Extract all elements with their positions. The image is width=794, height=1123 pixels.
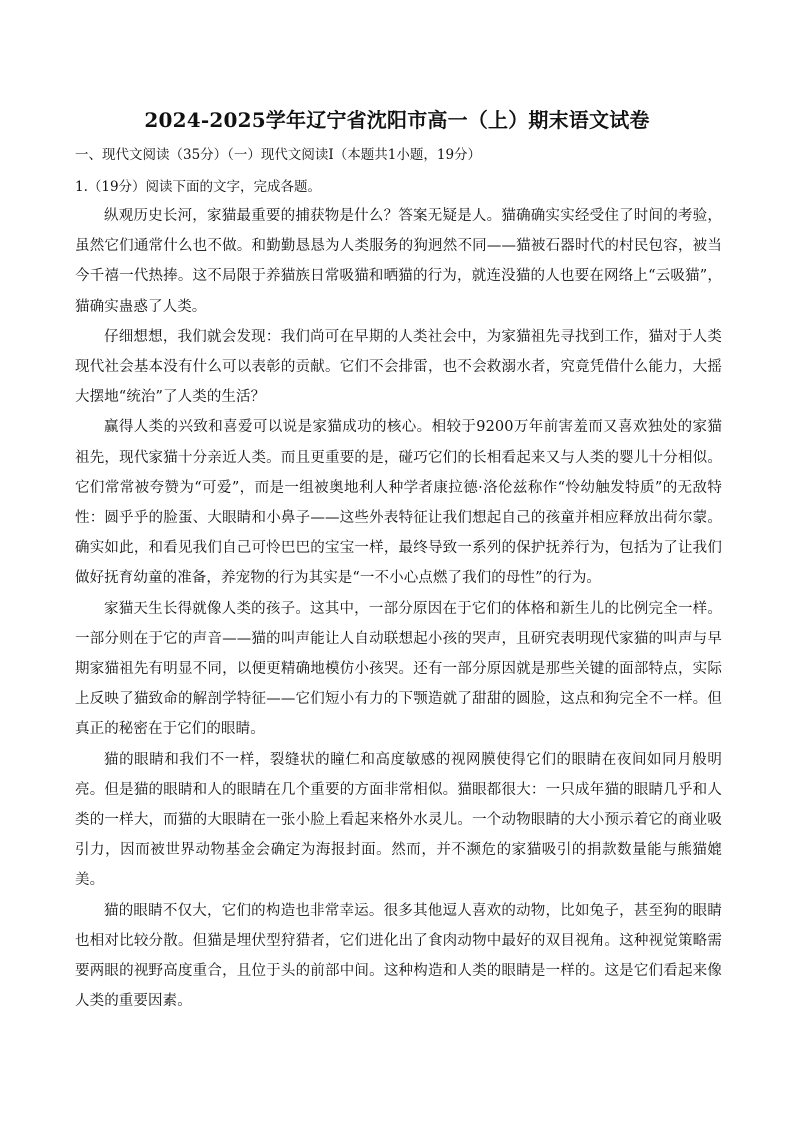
passage-paragraph: 家猫天生长得就像人类的孩子。这其中，一部分原因在于它们的体格和新生儿的比例完全一样。一部分则在于它的声音——猫的叫声能让人自动联想起小孩的哭声，且研究表明现代家猫的叫声与早期家猫祖先有明显不同，以便更精确地模仿小孩哭。还有一部分原因就是那些关键的面部特点，实际上反映了猫致命的解剖学特征——它们短小有力的下颚造就了甜甜的圆脸，这点和狗完全不一样。但真正的秘密在于它们的眼睛。 xyxy=(75,600,722,738)
passage-paragraph: 纵观历史长河，家猫最重要的捕获物是什么？答案无疑是人。猫确确实实经受住了时间的考验，虽然它们通常什么也不做。和勤勤恳恳为人类服务的狗迥然不同——猫被石器时代的村民包容，被当今千禧一代热捧。这不局限于养猫族日常吸猫和晒猫的行为，就连没猫的人也要在网络上“云吸猫”，猫确实蛊惑了人类。 xyxy=(75,208,722,315)
question-header: 1.（19分）阅读下面的文字，完成各题。 xyxy=(75,179,322,195)
passage-paragraph: 仔细想想，我们就会发现：我们尚可在早期的人类社会中，为家猫祖先寻找到工作，猫对于人类现代社会基本没有什么可以表彰的贡献。它们不会排雷，也不会救溺水者，究竟凭借什么能力，大摇大摆地“统治”了人类的生活？ xyxy=(75,328,722,406)
passage-paragraph: 赢得人类的兴致和喜爱可以说是家猫成功的核心。相较于9200万年前害羞而又喜欢独处的家猫祖先，现代家猫十分亲近人类。而且更重要的是，碰巧它们的长相看起来又与人类的婴儿十分相似。它们常常被夸赞为“可爱”，而是一组被奥地利人种学者康拉德·洛伦兹称作“怜幼触发特质”的无敌特性：圆乎乎的脸蛋、大眼睛和小鼻子——这些外表特征让我们想起自己的孩童并相应释放出荷尔蒙。确实如此，和看见我们自己可怜巴巴的宝宝一样，最终导致一系列的保护抚养行为，包括为了让我们做好抚育幼童的准备，养宠物的行为其实是“一不小心点燃了我们的母性”的行为。 xyxy=(75,419,722,587)
passage-paragraph: 猫的眼睛不仅大，它们的构造也非常幸运。很多其他逗人喜欢的动物，比如兔子，甚至狗的眼睛也相对比较分散。但猫是埋伏型狩猎者，它们进化出了食肉动物中最好的双目视角。这种视觉策略需要两眼的视野高度重合，且位于头的前部中间。这种构造和人类的眼睛是一样的。这是它们看起来像人类的重要因素。 xyxy=(75,902,722,1010)
reading-passage xyxy=(75,201,722,1016)
passage-paragraph: 猫的眼睛和我们不一样，裂缝状的瞳仁和高度敏感的视网膜使得它们的眼睛在夜间如同月般明亮。但是猫的眼睛和人的眼睛在几个重要的方面非常相似。猫眼都很大：一只成年猫的眼睛几乎和人类的一样大，而猫的大眼睛在一张小脸上看起来格外水灵儿。一个动物眼睛的大小预示着它的商业吸引力，因而被世界动物基金会确定为海报封面。然而，并不濒危的家猫吸引的捐款数量能与熊猫媲美。 xyxy=(75,751,722,889)
section-heading: 一、现代文阅读（35分）（一）现代文阅读Ⅰ（本题共1小题，19分） xyxy=(75,147,482,163)
exam-title: 2024-2025学年辽宁省沈阳市高一（上）期末语文试卷 xyxy=(144,108,650,132)
